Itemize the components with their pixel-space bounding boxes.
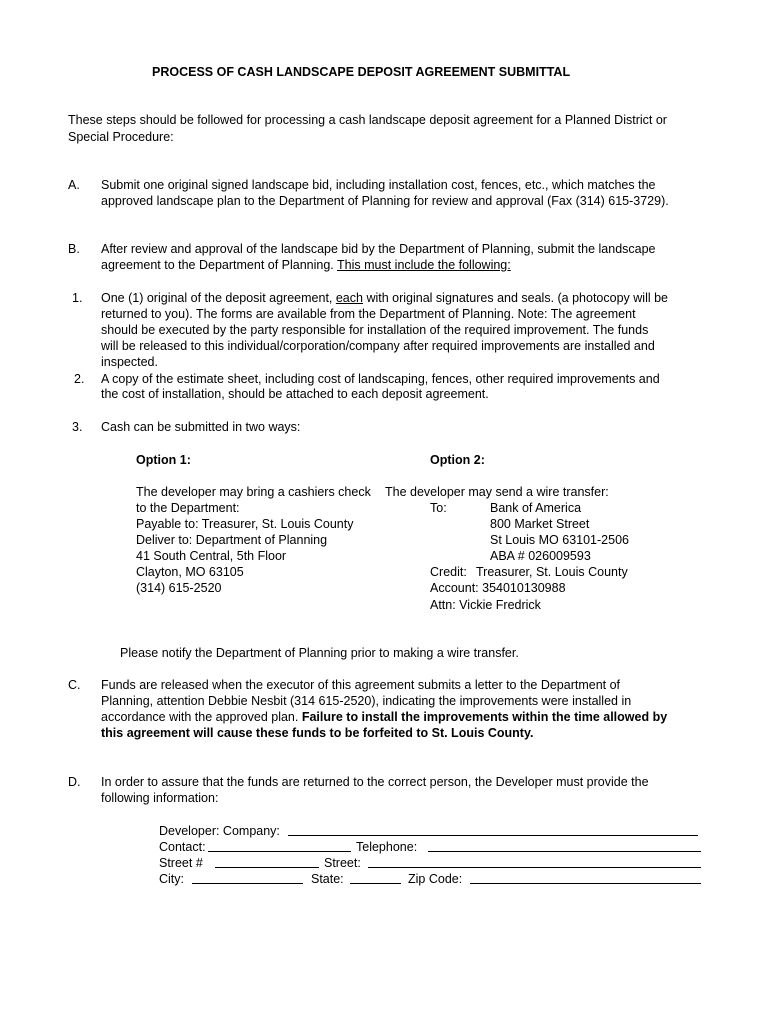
item-2-line-1: A copy of the estimate sheet, including cost of landscaping, fences, other required improvements and xyxy=(101,372,660,386)
contact-label: Contact: xyxy=(159,840,206,854)
step-c-l3-pre: accordance with the approved plan. xyxy=(101,710,302,724)
option-1-line-5: 41 South Central, 5th Floor xyxy=(136,549,287,563)
option-2-intro: The developer may send a wire transfer: xyxy=(385,485,609,499)
option-2-to-line-3: St Louis MO 63101-2506 xyxy=(490,533,629,547)
option-1-line-3: Payable to: Treasurer, St. Louis County xyxy=(136,517,354,531)
telephone-field[interactable] xyxy=(428,839,701,852)
step-c-marker: C. xyxy=(68,678,81,692)
item-1-each: each xyxy=(335,291,363,305)
option-2-heading: Option 2: xyxy=(430,453,485,467)
option-1-heading: Option 1: xyxy=(136,453,191,467)
step-b-line-2 xyxy=(101,257,511,273)
item-1-l1-post: with original signatures and seals. (a photocopy will be xyxy=(362,291,668,305)
step-d-marker: D. xyxy=(68,775,81,789)
option-2-account: Account: 354010130988 xyxy=(430,581,566,595)
item-1-line-3: should be executed by the party responsible for installation of the required improvement. The funds xyxy=(101,323,649,337)
option-2-to-line-4: ABA # 026009593 xyxy=(490,549,591,563)
item-1-line-2: returned to you). The forms are available from the Department of Planning. Note: The agreement xyxy=(101,307,636,321)
item-1-l1-pre: One (1) original of the deposit agreement, xyxy=(101,291,336,305)
option-2-attn: Attn: Vickie Fredrick xyxy=(430,598,541,612)
option-1-line-6: Clayton, MO 63105 xyxy=(136,565,244,579)
option-2-to-label: To: xyxy=(430,501,447,515)
street-number-field[interactable] xyxy=(215,855,319,868)
street-number-label: Street # xyxy=(159,856,203,870)
item-3-marker: 3. xyxy=(72,420,83,434)
contact-field[interactable] xyxy=(208,839,351,852)
state-field[interactable] xyxy=(350,871,401,884)
step-b-line-1: After review and approval of the landscape bid by the Department of Planning, submit the landscape xyxy=(101,242,656,256)
option-2-credit-label: Credit: xyxy=(430,565,467,579)
item-2-marker: 2. xyxy=(74,372,85,386)
step-c-line-2: Planning, attention Debbie Nesbit (314 615-2520), indicating the improvements were installed in xyxy=(101,694,632,708)
option-1-line-7: (314) 615-2520 xyxy=(136,581,222,595)
option-1-line-4: Deliver to: Department of Planning xyxy=(136,533,328,547)
option-2-to-line-1: Bank of America xyxy=(490,501,582,515)
step-a-line-1: Submit one original signed landscape bid, including installation cost, fences, etc., which matches the xyxy=(101,178,656,192)
step-d-line-1: In order to assure that the funds are returned to the correct person, the Developer must provide the xyxy=(101,775,649,789)
step-b-marker: B. xyxy=(68,242,80,256)
item-1-marker: 1. xyxy=(72,291,83,305)
developer-company-label: Developer: Company: xyxy=(159,824,280,838)
page-title: PROCESS OF CASH LANDSCAPE DEPOSIT AGREEMENT SUBMITTAL xyxy=(152,65,571,79)
developer-company-field[interactable] xyxy=(288,823,698,836)
item-1-line-5: inspected. xyxy=(101,355,158,369)
item-1-line-4: will be released to this individual/corporation/company after required improvements are installed and xyxy=(101,339,655,353)
step-c-warning-1: Failure to install the improvements within the time allowed by xyxy=(301,710,668,724)
option-1-line-2: to the Department: xyxy=(136,501,240,515)
step-c-warning-2: this agreement will cause these funds to be forfeited to St. Louis County. xyxy=(101,726,534,740)
step-c-line-3 xyxy=(101,709,667,725)
option-1-line-1: The developer may bring a cashiers check xyxy=(136,485,371,499)
city-label: City: xyxy=(159,872,184,886)
telephone-label: Telephone: xyxy=(356,840,418,854)
intro-line-1: These steps should be followed for processing a cash landscape deposit agreement for a Planned District or xyxy=(68,113,667,127)
zip-code-field[interactable] xyxy=(470,871,701,884)
intro-line-2: Special Procedure: xyxy=(68,130,174,144)
step-b-requirement: This must include the following: xyxy=(337,258,511,272)
option-2-credit-value: Treasurer, St. Louis County xyxy=(476,565,628,579)
step-b-line-2-text: agreement to the Department of Planning. xyxy=(101,258,338,272)
step-c-line-1: Funds are released when the executor of this agreement submits a letter to the Department of xyxy=(101,678,621,692)
item-2-line-2: the cost of installation, should be attached to each deposit agreement. xyxy=(101,387,489,401)
street-label: Street: xyxy=(324,856,361,870)
option-2-to-line-2: 800 Market Street xyxy=(490,517,590,531)
city-field[interactable] xyxy=(192,871,303,884)
zip-code-label: Zip Code: xyxy=(408,872,463,886)
street-field[interactable] xyxy=(368,855,701,868)
step-a-marker: A. xyxy=(68,178,80,192)
step-d-line-2: following information: xyxy=(101,791,219,805)
item-3-text: Cash can be submitted in two ways: xyxy=(101,420,301,434)
item-1-line-1 xyxy=(101,290,668,306)
state-label: State: xyxy=(311,872,344,886)
step-a-line-2: approved landscape plan to the Department of Planning for review and approval (Fax (314) 615-3729). xyxy=(101,194,669,208)
wire-notice: Please notify the Department of Planning prior to making a wire transfer. xyxy=(120,646,519,660)
